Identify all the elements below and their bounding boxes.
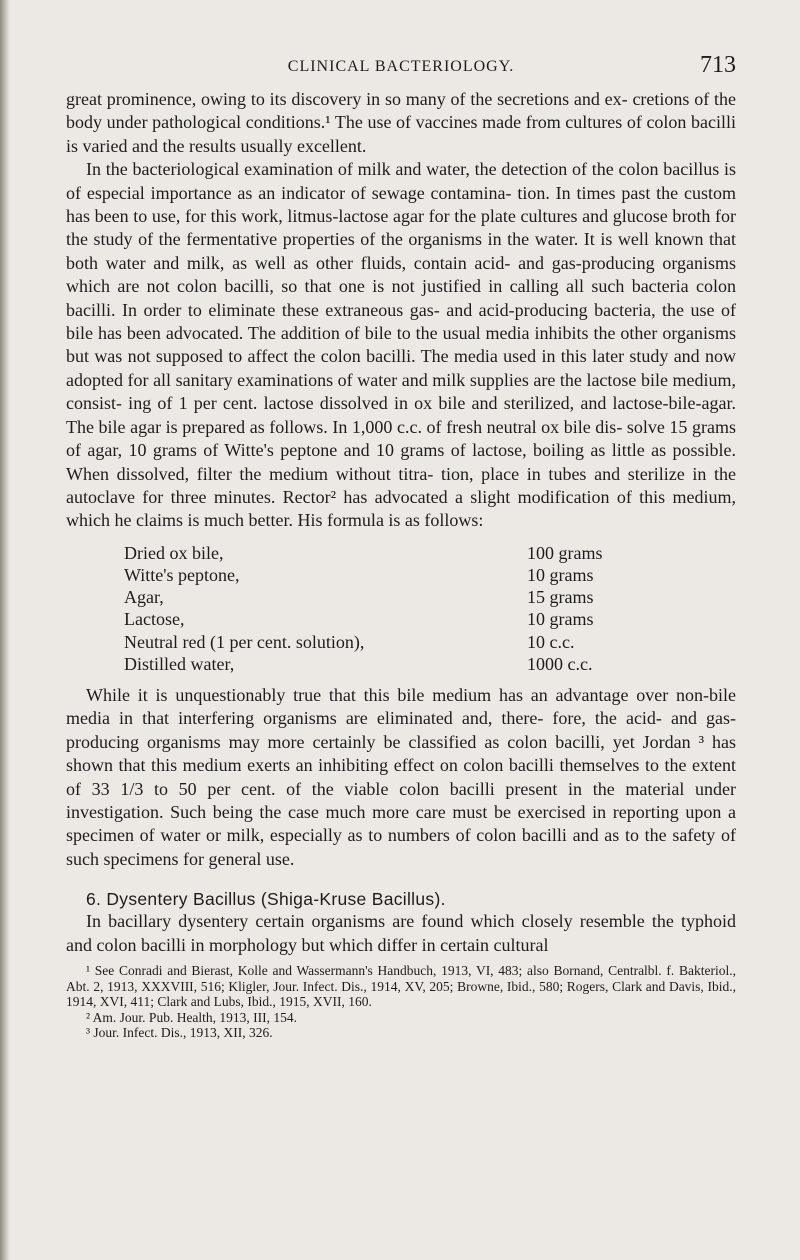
paragraph-continuation: great prominence, owing to its discovery in so many of the secretions and ex- cretions of the body under pathological conditions.¹ The use of vaccines made from cultures of colon bacilli is varied and the results usually excellent. <box>66 89 736 156</box>
running-head <box>66 52 736 88</box>
recipe-ingredient: Lactose, <box>124 609 185 630</box>
recipe-ingredient: Dried ox bile, <box>124 542 224 563</box>
recipe-amount: 15 grams <box>527 587 594 608</box>
recipe-row <box>124 631 644 653</box>
rector-formula <box>124 542 644 675</box>
footnote-3: ³ Jour. Infect. Dis., 1913, XII, 326. <box>86 1025 273 1041</box>
recipe-row <box>124 653 644 675</box>
recipe-amount: 10 grams <box>527 564 594 585</box>
recipe-amount: 100 grams <box>527 542 603 563</box>
recipe-ingredient: Agar, <box>124 587 164 608</box>
footnote-2: ² Am. Jour. Pub. Health, 1913, III, 154. <box>86 1009 298 1025</box>
paragraph-bile-medium: While it is unquestionably true that this bile medium has an advantage over non-bile media in that interfering organisms are eliminated and, there- fore, the acid- and gas-producing organisms may more certainly be classified as colon bacilli, yet Jordan ³ has shown that this medium exerts an inhibiting effect on colon bacilli themselves to the extent of 33 1/3 to 50 per cent. of the viable colon bacilli present in the material under investigation. Such being the case much more care must be exercised in reporting upon a specimen of water or milk, especially as to numbers of colon bacilli and as to the safety of such specimens for general use. <box>66 684 736 869</box>
recipe-ingredient: Distilled water, <box>124 653 235 674</box>
recipe-amount: 10 grams <box>527 609 594 630</box>
footnotes <box>66 963 736 1041</box>
section-heading: 6. Dysentery Bacillus (Shiga-Kruse Bacillus). <box>86 889 446 910</box>
running-title: CLINICAL BACTERIOLOGY. <box>287 58 515 75</box>
binding-shadow <box>0 0 10 1260</box>
recipe-row <box>124 542 644 564</box>
footnote-1: ¹ See Conradi and Bierast, Kolle and Wassermann's Handbuch, 1913, VI, 483; also Bornand, Centralbl. f. Bakteriol., Abt. 2, 1913, XXXVIII, 516; Kligler, Jour. Infect. Dis., 1914, XV, 205; Browne, Ibid., 580; Rogers, Clark and Davis, Ibid., 1914, XVI, 411; Clark and Lubs, Ibid., 1915, XVII, 160. <box>66 963 736 1010</box>
recipe-row <box>124 564 644 586</box>
recipe-ingredient: Neutral red (1 per cent. solution), <box>124 631 365 652</box>
book-page <box>66 52 736 1041</box>
recipe-amount: 10 c.c. <box>527 631 575 652</box>
recipe-amount: 1000 c.c. <box>527 653 593 674</box>
recipe-ingredient: Witte's peptone, <box>124 564 240 585</box>
paragraph-dysentery: In bacillary dysentery certain organisms are found which closely resemble the typhoid and colon bacilli in morphology but which differ in certain cultural <box>66 911 736 955</box>
paragraph-milk-water: In the bacteriological examination of milk and water, the detection of the colon bacillus is of especial importance as an indicator of sewage contamina- tion. In times past the custom has been to use, for this work, litmus-lactose agar for the plate cultures and glucose broth for the study of the fermentative properties of the organisms in the water. It is well known that both water and milk, as well as other fluids, contain acid- and gas-producing organisms which are not colon bacilli, so that one is not justified in calling all such bacteria colon bacilli. In order to eliminate these extraneous gas- and acid-producing bacteria, the use of bile has been advocated. The addition of bile to the usual media inhibits the other organisms but was not supposed to affect the colon bacilli. The media used in this later study and now adopted for all sanitary examinations of water and milk supplies are the lactose bile medium, consist- ing of 1 per cent. lactose dissolved in ox bile and sterilized, and lactose-bile-agar. The bile agar is prepared as follows. In 1,000 c.c. of fresh neutral ox bile dis- solve 15 grams of agar, 10 grams of Witte's peptone and 10 grams of lactose, boiling as little as possible. When dissolved, filter the medium without titra- tion, place in tubes and sterilize in the autoclave for three minutes. Rector² has advocated a slight modification of this medium, which he claims is much better. His formula is as follows: <box>66 159 736 531</box>
recipe-row <box>124 608 644 630</box>
page-number: 713 <box>700 52 736 78</box>
recipe-row <box>124 586 644 608</box>
